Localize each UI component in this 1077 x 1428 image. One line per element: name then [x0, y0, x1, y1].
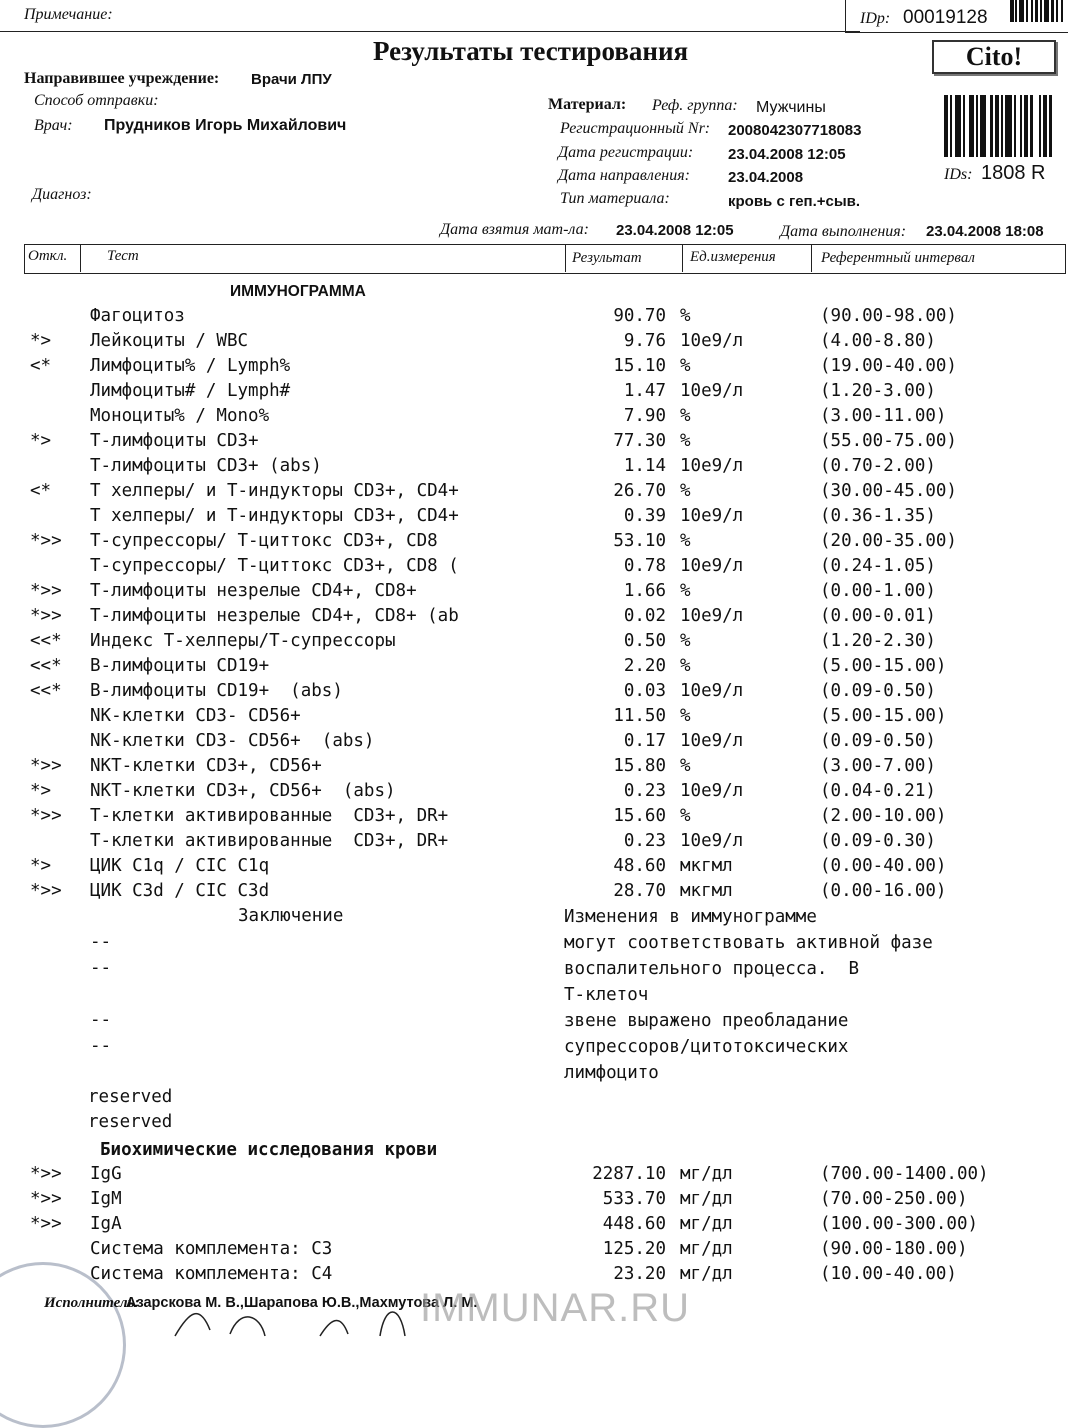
- sample-date-value: 23.04.2008 12:05: [616, 222, 734, 239]
- result-value: 26.70: [613, 481, 666, 501]
- unit: %: [680, 306, 691, 326]
- conclusion-line: Изменения в иммунограмме: [564, 907, 817, 927]
- reference-interval: (0.00-40.00): [820, 856, 947, 876]
- deviation-flag: *>>: [30, 581, 62, 601]
- result-value: 0.23: [623, 831, 666, 851]
- result-value: 1.14: [623, 456, 666, 476]
- reference-interval: (90.00-98.00): [820, 306, 957, 326]
- test-name: В-лимфоциты CD19+: [90, 656, 270, 676]
- result-value: 0.50: [623, 631, 666, 651]
- reserved-row: reserved: [88, 1087, 173, 1107]
- deviation-flag: <<*: [30, 681, 62, 701]
- reg-date-value: 23.04.2008 12:05: [728, 146, 846, 163]
- result-value: 15.10: [613, 356, 666, 376]
- reference-interval: (5.00-15.00): [820, 656, 947, 676]
- test-name: Лимфоциты# / Lymph#: [90, 381, 291, 401]
- unit: %: [680, 531, 691, 551]
- diagnosis-label: Диагноз:: [32, 186, 92, 203]
- unit: %: [680, 631, 691, 651]
- test-name: Т хелперы/ и Т-индукторы CD3+, CD4+: [90, 506, 459, 526]
- reference-interval: (100.00-300.00): [820, 1214, 979, 1234]
- reference-interval: (3.00-11.00): [820, 406, 947, 426]
- ref-group-label: Реф. группа:: [652, 97, 738, 114]
- test-name: NK-клетки CD3- CD56+: [90, 706, 301, 726]
- test-name: Т-супрессоры/ Т-циттокс CD3+, CD8: [90, 531, 438, 551]
- col-result: Результат: [572, 250, 642, 266]
- unit: %: [680, 756, 691, 776]
- reference-interval: (0.09-0.30): [820, 831, 936, 851]
- deviation-flag: *>: [30, 856, 52, 876]
- result-value: 0.78: [623, 556, 666, 576]
- unit: мг/дл: [680, 1164, 733, 1184]
- page-title: Результаты тестирования: [373, 36, 689, 66]
- deviation-flag: *>: [30, 331, 52, 351]
- reference-interval: (0.00-0.01): [820, 606, 936, 626]
- reference-interval: (0.24-1.05): [820, 556, 936, 576]
- unit: %: [680, 356, 691, 376]
- reference-interval: (55.00-75.00): [820, 431, 957, 451]
- column-divider: [811, 244, 812, 272]
- test-name: Фагоцитоз: [90, 306, 185, 326]
- reference-interval: (0.09-0.50): [820, 681, 936, 701]
- test-name: Т-лимфоциты незрелые CD4+, CD8+ (ab: [90, 606, 459, 626]
- unit: 10e9/л: [680, 606, 744, 626]
- unit: 10e9/л: [680, 456, 744, 476]
- unit: %: [680, 656, 691, 676]
- reg-no-value: 2008042307718083: [728, 122, 862, 139]
- stamp-seal: [0, 1262, 126, 1428]
- note-label: Примечание:: [24, 6, 113, 23]
- conclusion-line: лимфоцито: [564, 1063, 659, 1083]
- result-value: 0.39: [623, 506, 666, 526]
- result-value: 1.66: [623, 581, 666, 601]
- reference-interval: (30.00-45.00): [820, 481, 957, 501]
- unit: %: [680, 581, 691, 601]
- conclusion-line: могут соответствовать активной фазе: [564, 933, 933, 953]
- executor-label: Исполнитель:: [44, 1295, 140, 1311]
- result-value: 448.60: [602, 1214, 666, 1234]
- result-value: 90.70: [613, 306, 666, 326]
- conclusion-line: Т-клеточ: [564, 985, 649, 1005]
- unit: 10e9/л: [680, 781, 744, 801]
- reg-date-label: Дата регистрации:: [558, 144, 694, 161]
- result-value: 2.20: [623, 656, 666, 676]
- reference-interval: (2.00-10.00): [820, 806, 947, 826]
- unit: 10e9/л: [680, 381, 744, 401]
- deviation-flag: *>>: [30, 1189, 62, 1209]
- dash-placeholder: --: [90, 1010, 112, 1030]
- doctor-value: Прудников Игорь Михайлович: [104, 117, 347, 134]
- result-value: 23.20: [613, 1264, 666, 1284]
- reference-interval: (19.00-40.00): [820, 356, 957, 376]
- col-test: Тест: [107, 248, 139, 264]
- idp-value: 00019128: [903, 7, 988, 28]
- test-name: Т-супрессоры/ Т-циттокс CD3+, CD8 (: [90, 556, 459, 576]
- test-name: Т-клетки активированные CD3+, DR+: [90, 831, 449, 851]
- section-title-biochemistry: Биохимические исследования крови: [100, 1140, 438, 1160]
- reference-interval: (0.04-0.21): [820, 781, 936, 801]
- test-name: В-лимфоциты CD19+ (abs): [90, 681, 343, 701]
- dash-placeholder: --: [90, 1036, 112, 1056]
- reference-interval: (0.09-0.50): [820, 731, 936, 751]
- unit: мг/дл: [680, 1239, 733, 1259]
- reg-no-label: Регистрационный Nr:: [560, 120, 711, 137]
- test-name: ЦИК C1q / CIC C1q: [90, 856, 270, 876]
- test-name: ЦИК C3d / CIC C3d: [90, 881, 270, 901]
- reserved-row: reserved: [88, 1112, 173, 1132]
- conclusion-title: Заключение: [238, 906, 344, 926]
- reference-interval: (1.20-3.00): [820, 381, 936, 401]
- test-name: Т-лимфоциты CD3+: [90, 431, 259, 451]
- test-name: Лимфоциты% / Lymph%: [90, 356, 291, 376]
- test-name: NK-клетки CD3- CD56+ (abs): [90, 731, 375, 751]
- deviation-flag: *>>: [30, 881, 62, 901]
- result-value: 0.17: [623, 731, 666, 751]
- reference-interval: (0.36-1.35): [820, 506, 936, 526]
- result-value: 9.76: [623, 331, 666, 351]
- unit: мкгмл: [680, 856, 733, 876]
- test-name: IgM: [90, 1189, 122, 1209]
- test-name: Система комплемента: С4: [90, 1264, 333, 1284]
- result-value: 125.20: [602, 1239, 666, 1259]
- col-unit: Ед.измерения: [690, 249, 776, 265]
- test-name: Т хелперы/ и Т-индукторы CD3+, CD4+: [90, 481, 459, 501]
- deviation-flag: *>>: [30, 606, 62, 626]
- reference-interval: (0.00-1.00): [820, 581, 936, 601]
- referring-value: Врачи ЛПУ: [251, 71, 332, 88]
- test-name: NKT-клетки CD3+, CD56+: [90, 756, 322, 776]
- unit: 10e9/л: [680, 731, 744, 751]
- test-name: IgG: [90, 1164, 122, 1184]
- deviation-flag: <*: [30, 356, 52, 376]
- test-name: IgA: [90, 1214, 122, 1234]
- dispatch-label: Способ отправки:: [34, 92, 159, 109]
- test-name: Т-лимфоциты CD3+ (abs): [90, 456, 322, 476]
- result-value: 15.80: [613, 756, 666, 776]
- unit: мг/дл: [680, 1214, 733, 1234]
- result-value: 0.03: [623, 681, 666, 701]
- ref-group-value: Мужчины: [756, 99, 826, 116]
- deviation-flag: *>>: [30, 1214, 62, 1234]
- mat-type-value: кровь с геп.+сыв.: [728, 193, 861, 210]
- result-value: 0.23: [623, 781, 666, 801]
- unit: %: [680, 806, 691, 826]
- column-divider: [80, 244, 81, 272]
- unit: %: [680, 706, 691, 726]
- section-title-immunogram: ИММУНОГРАММА: [230, 283, 366, 300]
- test-name: Система комплемента: С3: [90, 1239, 333, 1259]
- deviation-flag: *>>: [30, 531, 62, 551]
- barcode-top: [1010, 0, 1065, 22]
- deviation-flag: *>>: [30, 1164, 62, 1184]
- reference-interval: (0.00-16.00): [820, 881, 947, 901]
- reference-interval: (700.00-1400.00): [820, 1164, 989, 1184]
- result-value: 533.70: [602, 1189, 666, 1209]
- mat-type-label: Тип материала:: [560, 190, 670, 207]
- unit: мг/дл: [680, 1189, 733, 1209]
- material-label: Материал:: [548, 96, 627, 113]
- reference-interval: (4.00-8.80): [820, 331, 936, 351]
- reference-interval: (20.00-35.00): [820, 531, 957, 551]
- conclusion-line: звене выражено преобладание: [564, 1011, 849, 1031]
- referring-label: Направившее учреждение:: [24, 70, 220, 87]
- deviation-flag: <<*: [30, 656, 62, 676]
- deviation-flag: *>>: [30, 806, 62, 826]
- dash-placeholder: --: [90, 958, 112, 978]
- result-value: 0.02: [623, 606, 666, 626]
- unit: 10e9/л: [680, 556, 744, 576]
- deviation-flag: <*: [30, 481, 52, 501]
- result-value: 77.30: [613, 431, 666, 451]
- column-divider: [682, 244, 683, 272]
- barcode-sample: [944, 95, 1056, 157]
- sample-date-label: Дата взятия мат-ла:: [440, 221, 589, 238]
- cito-badge: Cito!: [932, 40, 1056, 74]
- unit: 10e9/л: [680, 831, 744, 851]
- result-value: 15.60: [613, 806, 666, 826]
- watermark: IMMUNAR.RU: [420, 1286, 690, 1330]
- deviation-flag: *>>: [30, 756, 62, 776]
- result-value: 48.60: [613, 856, 666, 876]
- unit: 10e9/л: [680, 331, 744, 351]
- result-value: 1.47: [623, 381, 666, 401]
- ids-label: IDs:: [944, 166, 973, 183]
- unit: %: [680, 406, 691, 426]
- reference-interval: (90.00-180.00): [820, 1239, 968, 1259]
- test-name: Моноциты% / Mono%: [90, 406, 270, 426]
- unit: мг/дл: [680, 1264, 733, 1284]
- reference-interval: (1.20-2.30): [820, 631, 936, 651]
- deviation-flag: *>: [30, 781, 52, 801]
- dir-date-label: Дата направления:: [558, 167, 690, 184]
- deviation-flag: *>: [30, 431, 52, 451]
- reference-interval: (10.00-40.00): [820, 1264, 957, 1284]
- unit: мкгмл: [680, 881, 733, 901]
- executor-value: Азарскова М. В.,Шарапова Ю.В.,Махмутова Л. М.: [126, 1295, 478, 1311]
- signature-scribble: [170, 1300, 430, 1338]
- doctor-label: Врач:: [34, 117, 73, 134]
- unit: 10e9/л: [680, 506, 744, 526]
- reference-interval: (70.00-250.00): [820, 1189, 968, 1209]
- dir-date-value: 23.04.2008: [728, 169, 804, 186]
- dash-placeholder: --: [90, 932, 112, 952]
- unit: 10e9/л: [680, 681, 744, 701]
- result-value: 11.50: [613, 706, 666, 726]
- conclusion-line: воспалительного процесса. В: [564, 959, 860, 979]
- done-date-value: 23.04.2008 18:08: [926, 223, 1044, 240]
- unit: %: [680, 431, 691, 451]
- conclusion-line: супрессоров/цитотоксических: [564, 1037, 849, 1057]
- result-value: 2287.10: [592, 1164, 666, 1184]
- result-value: 53.10: [613, 531, 666, 551]
- test-name: Т-лимфоциты незрелые CD4+, CD8+: [90, 581, 417, 601]
- col-reference: Референтный интервал: [821, 250, 975, 266]
- test-name: Лейкоциты / WBC: [90, 331, 249, 351]
- done-date-label: Дата выполнения:: [780, 223, 907, 240]
- unit: %: [680, 481, 691, 501]
- deviation-flag: <<*: [30, 631, 62, 651]
- col-deviation: Откл.: [28, 248, 68, 264]
- top-rule: [0, 31, 860, 32]
- test-name: Индекс Т-хелперы/Т-супрессоры: [90, 631, 396, 651]
- column-divider: [565, 244, 566, 272]
- test-name: Т-клетки активированные CD3+, DR+: [90, 806, 449, 826]
- reference-interval: (0.70-2.00): [820, 456, 936, 476]
- idp-label: IDp:: [860, 10, 891, 27]
- result-value: 7.90: [623, 406, 666, 426]
- result-value: 28.70: [613, 881, 666, 901]
- test-name: NKT-клетки CD3+, CD56+ (abs): [90, 781, 396, 801]
- reference-interval: (5.00-15.00): [820, 706, 947, 726]
- ids-value: 1808 R: [981, 162, 1046, 184]
- reference-interval: (3.00-7.00): [820, 756, 936, 776]
